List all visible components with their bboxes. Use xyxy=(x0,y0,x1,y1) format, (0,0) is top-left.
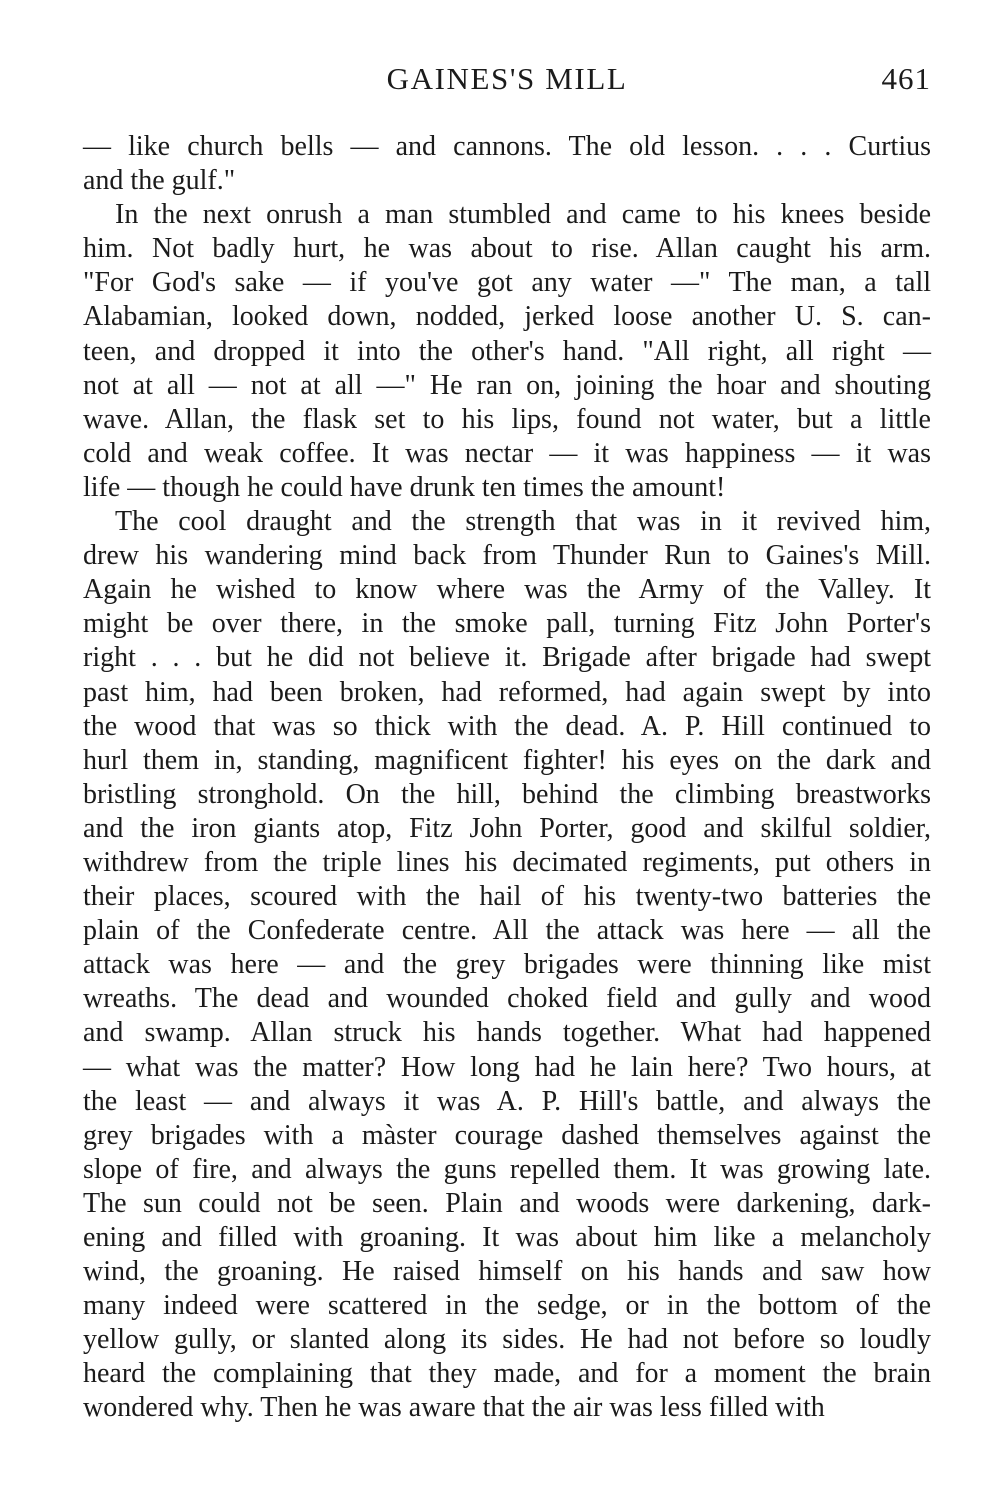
text-line: "For God's sake — if you've got any water —" The man, a tall xyxy=(83,267,931,299)
text-line: withdrew from the triple lines his decimated regiments, put others in xyxy=(83,846,931,878)
text-line: attack was here — and the grey brigades were thinning like mist xyxy=(83,949,931,981)
text-line: — like church bells — and cannons. The old lesson. . . . Curtius xyxy=(83,131,931,162)
text-line: drew his wandering mind back from Thunder Run to Gaines's Mill. xyxy=(83,540,931,572)
text-line: not at all — not at all —" He ran on, joining the hoar and shouting xyxy=(83,369,931,401)
text-line: wind, the groaning. He raised himself on his hands and saw how xyxy=(83,1256,931,1288)
paragraph xyxy=(83,130,931,198)
text-line: ening and filled with groaning. It was about him like a melancholy xyxy=(83,1222,931,1253)
paragraph xyxy=(83,505,931,1426)
text-line: grey brigades with a màster courage dashed themselves against the xyxy=(83,1119,931,1151)
running-title: GAINES'S MILL xyxy=(386,61,628,96)
running-head xyxy=(83,58,931,100)
text-line: the least — and always it was A. P. Hill's battle, and always the xyxy=(83,1085,931,1117)
text-line: wave. Allan, the flask set to his lips, found not water, but a little xyxy=(83,403,931,435)
text-line: and swamp. Allan struck his hands together. What had happened xyxy=(83,1017,931,1049)
text-line: Alabamian, looked down, nodded, jerked loose another U. S. can- xyxy=(83,301,931,333)
text-line: many indeed were scattered in the sedge, or in the bottom of the xyxy=(83,1290,931,1322)
text-line: In the next onrush a man stumbled and came to his knees beside xyxy=(115,199,931,231)
text-line: wondered why. Then he was aware that the air was less filled with xyxy=(83,1392,825,1424)
text-line: teen, and dropped it into the other's hand. "All right, all right — xyxy=(83,335,931,367)
text-line: hurl them in, standing, magnificent fighter! his eyes on the dark and xyxy=(83,744,931,776)
text-line: might be over there, in the smoke pall, turning Fitz John Porter's xyxy=(83,608,931,640)
text-line: bristling stronghold. On the hill, behind the climbing breastworks xyxy=(83,778,931,810)
page-number: 461 xyxy=(881,61,931,96)
text-line: heard the complaining that they made, and for a moment the brain xyxy=(83,1358,931,1390)
text-line: cold and weak coffee. It was nectar — it was happiness — it was xyxy=(83,437,931,469)
text-line: right . . . but he did not believe it. Brigade after brigade had swept xyxy=(83,642,931,674)
text-line: their places, scoured with the hail of his twenty-two batteries the xyxy=(83,881,931,913)
body-text xyxy=(83,130,931,1426)
text-line: The sun could not be seen. Plain and woods were darkening, dark- xyxy=(83,1187,931,1219)
text-line: and the iron giants atop, Fitz John Porter, good and skilful soldier, xyxy=(83,812,931,844)
paragraph xyxy=(83,198,931,505)
text-line: and the gulf." xyxy=(83,165,236,197)
text-line: him. Not badly hurt, he was about to rise. Allan caught his arm. xyxy=(83,233,931,265)
text-line: past him, had been broken, had reformed, had again swept by into xyxy=(83,676,931,708)
text-line: the wood that was so thick with the dead. A. P. Hill continued to xyxy=(83,710,931,742)
text-line: wreaths. The dead and wounded choked field and gully and wood xyxy=(83,983,931,1015)
text-line: life — though he could have drunk ten times the amount! xyxy=(83,471,726,503)
text-line: yellow gully, or slanted along its sides. He had not before so loudly xyxy=(83,1324,931,1356)
text-line: slope of fire, and always the guns repelled them. It was growing late. xyxy=(83,1153,931,1185)
text-line: Again he wished to know where was the Army of the Valley. It xyxy=(83,574,931,606)
text-line: plain of the Confederate centre. All the attack was here — all the xyxy=(83,915,931,947)
text-line: — what was the matter? How long had he lain here? Two hours, at xyxy=(83,1051,931,1083)
text-line: The cool draught and the strength that was in it revived him, xyxy=(115,506,931,538)
